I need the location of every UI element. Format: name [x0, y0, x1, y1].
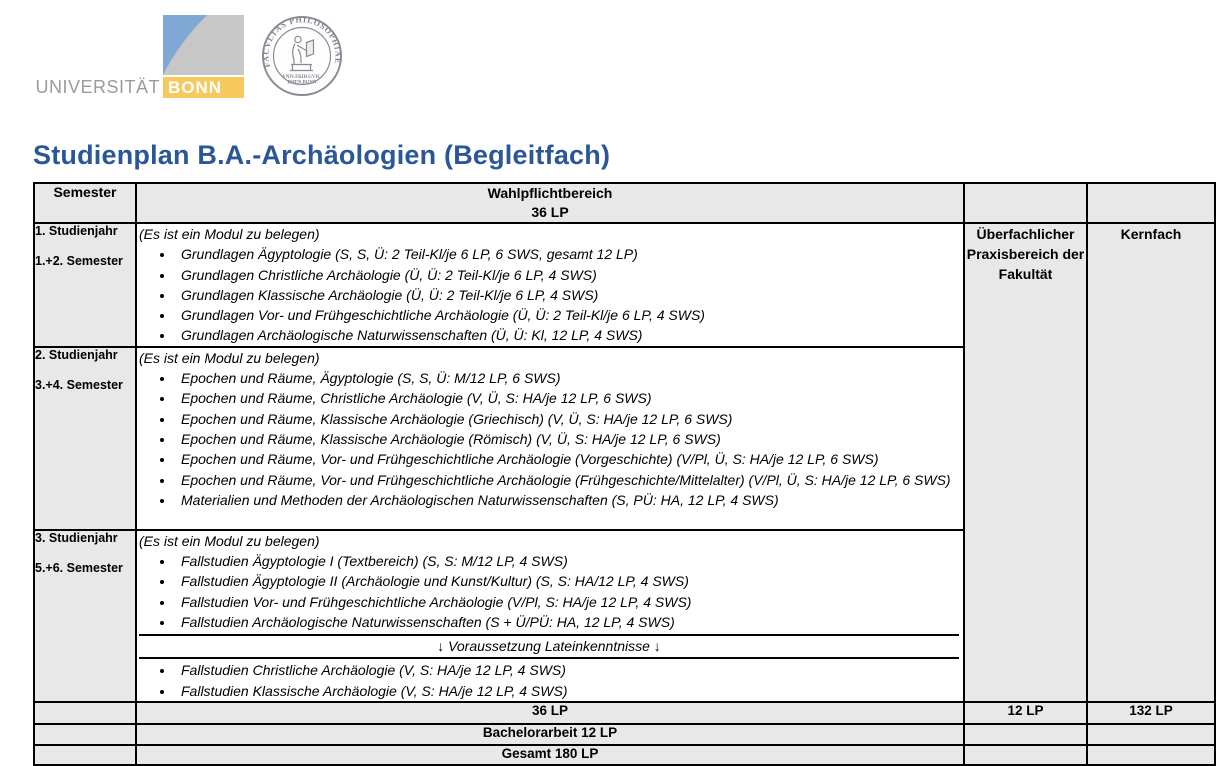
- bachelor-empty-cell: [34, 724, 136, 745]
- bachelor-row: [34, 724, 1215, 745]
- semester-label: 3.+4. Semester: [35, 377, 123, 392]
- table-row-year1: [34, 223, 1215, 347]
- page-title: Studienplan B.A.-Archäologien (Begleitfach): [33, 140, 611, 170]
- gesamt-empty-cell: [1087, 745, 1215, 765]
- faculty-seal: [261, 15, 343, 97]
- praxisbereich-cell: Überfachlicher Praxisbereich der Fakultät: [964, 223, 1087, 702]
- module-item: • Fallstudien Klassische Archäologie (V, S: HA/je 12 LP, 4 SWS): [175, 681, 963, 701]
- gesamt-empty-cell: [34, 745, 136, 765]
- year-label: 2. Studienjahr: [35, 347, 118, 362]
- seal-bottom-text-2: RHEN.BONN: [287, 80, 317, 86]
- module-item: • Fallstudien Ägyptologie II (Archäologie und Kunst/Kultur) (S, S: HA/12 LP, 4 SWS): [175, 571, 963, 591]
- total-praxis: 12 LP: [964, 702, 1087, 724]
- uni-bonn-swoosh-icon: [163, 15, 244, 75]
- module-item: • Fallstudien Vor- und Frühgeschichtliche Archäologie (V/Pl, S: HA/je 12 LP, 4 SWS): [175, 592, 963, 612]
- module-item: • Grundlagen Christliche Archäologie (Ü, Ü: 2 Teil-Kl/je 6 LP, 4 SWS): [175, 265, 963, 285]
- module-item: • Epochen und Räume, Klassische Archäologie (Römisch) (V, Ü, S: HA/je 12 LP, 6 SWS): [175, 429, 963, 449]
- total-wahlpflicht: 36 LP: [136, 702, 964, 724]
- module-item: • Fallstudien Christliche Archäologie (V, S: HA/je 12 LP, 4 SWS): [175, 660, 963, 680]
- year-label: 1. Studienjahr: [35, 224, 118, 238]
- module-item: • Epochen und Räume, Vor- und Frühgeschichtliche Archäologie (Vorgeschichte) (V/Pl, Ü, S: HA/je 12 LP, 6 SWS): [175, 449, 963, 469]
- header-wahlpflichtbereich: [136, 183, 964, 223]
- module-list-year1: [137, 244, 963, 345]
- modules-cell-year1: [136, 223, 964, 347]
- module-item: • Grundlagen Klassische Archäologie (Ü, Ü: 2 Teil-Kl/je 6 LP, 4 SWS): [175, 285, 963, 305]
- module-list-year3a: [137, 551, 963, 632]
- header-praxis-cell: [964, 183, 1087, 223]
- header-semester: Semester: [34, 183, 136, 223]
- module-item: • Materialien und Methoden der Archäologischen Naturwissenschaften (S, PÜ: HA, 12 LP, 4 SWS): [175, 490, 963, 510]
- gesamt-row: [34, 745, 1215, 765]
- module-list-year2: [137, 368, 963, 510]
- module-item: • Fallstudien Ägyptologie I (Textbereich) (S, S: M/12 LP, 4 SWS): [175, 551, 963, 571]
- gesamt-empty-cell: [964, 745, 1087, 765]
- modules-cell-year2: [136, 347, 964, 530]
- totals-empty-cell: [34, 702, 136, 724]
- faculty-seal-icon: [261, 15, 343, 97]
- module-item: • Epochen und Räume, Christliche Archäologie (V, Ü, S: HA/je 12 LP, 6 SWS): [175, 388, 963, 408]
- study-plan-table: [33, 182, 1216, 766]
- module-item: • Epochen und Räume, Klassische Archäologie (Griechisch) (V, Ü, S: HA/je 12 LP, 6 SWS): [175, 409, 963, 429]
- module-item: • Grundlagen Vor- und Frühgeschichtliche Archäologie (Ü, Ü: 2 Teil-Kl/je 6 LP, 4 SWS): [175, 305, 963, 325]
- bachelor-label: Bachelorarbeit 12 LP: [136, 724, 964, 745]
- modules-cell-year3: [136, 530, 964, 702]
- uni-bonn-logo-mark: [163, 15, 244, 75]
- module-item: • Grundlagen Ägyptologie (S, S, Ü: 2 Teil-Kl/je 6 LP, 6 SWS, gesamt 12 LP): [175, 244, 963, 264]
- module-list-year3b: [137, 660, 963, 701]
- universitaet-label: UNIVERSITÄT: [35, 77, 160, 97]
- module-item: • Epochen und Räume, Ägyptologie (S, S, Ü: M/12 LP, 6 SWS): [175, 368, 963, 388]
- header-wahlpflicht-lp: 36 LP: [531, 204, 569, 220]
- module-item: • Fallstudien Archäologische Naturwissenschaften (S + Ü/PÜ: HA, 12 LP, 4 SWS): [175, 612, 963, 632]
- semester-cell-year2: [34, 347, 136, 530]
- module-intro: (Es ist ein Modul zu belegen): [139, 349, 320, 366]
- header-row: [34, 183, 1215, 223]
- totals-row-lp: [34, 702, 1215, 724]
- semester-cell-year3: [34, 530, 136, 702]
- bachelor-empty-cell: [964, 724, 1087, 745]
- module-intro: (Es ist ein Modul zu belegen): [139, 226, 320, 242]
- year-label: 3. Studienjahr: [35, 530, 118, 545]
- bonn-label: BONN: [163, 77, 244, 98]
- semester-cell-year1: [34, 223, 136, 347]
- gesamt-label: Gesamt 180 LP: [136, 745, 964, 765]
- header-wahlpflicht-title: Wahlpflichtbereich: [487, 185, 613, 201]
- seal-bottom-text-1: VNIV.FRID.GVIL.: [282, 75, 322, 80]
- total-kernfach: 132 LP: [1087, 702, 1215, 724]
- module-item: • Epochen und Räume, Vor- und Frühgeschichtliche Archäologie (Frühgeschichte/Mittelalter) (V/Pl, Ü, S: HA/je 12 LP, 6 SWS): [175, 470, 963, 490]
- module-item: • Grundlagen Archäologische Naturwissenschaften (Ü, Ü: Kl, 12 LP, 4 SWS): [175, 325, 963, 345]
- header-kernfach-cell: [1087, 183, 1215, 223]
- seal-ring-text: FACVLTAS PHILOSOPHIAE: [261, 15, 343, 69]
- semester-label: 5.+6. Semester: [35, 560, 123, 575]
- module-intro: (Es ist ein Modul zu belegen): [139, 532, 320, 549]
- semester-label: 1.+2. Semester: [35, 254, 123, 268]
- bachelor-empty-cell: [1087, 724, 1215, 745]
- kernfach-cell: Kernfach: [1087, 223, 1215, 702]
- latin-requirement-divider: ↓ Voraussetzung Lateinkenntnisse ↓: [139, 634, 959, 659]
